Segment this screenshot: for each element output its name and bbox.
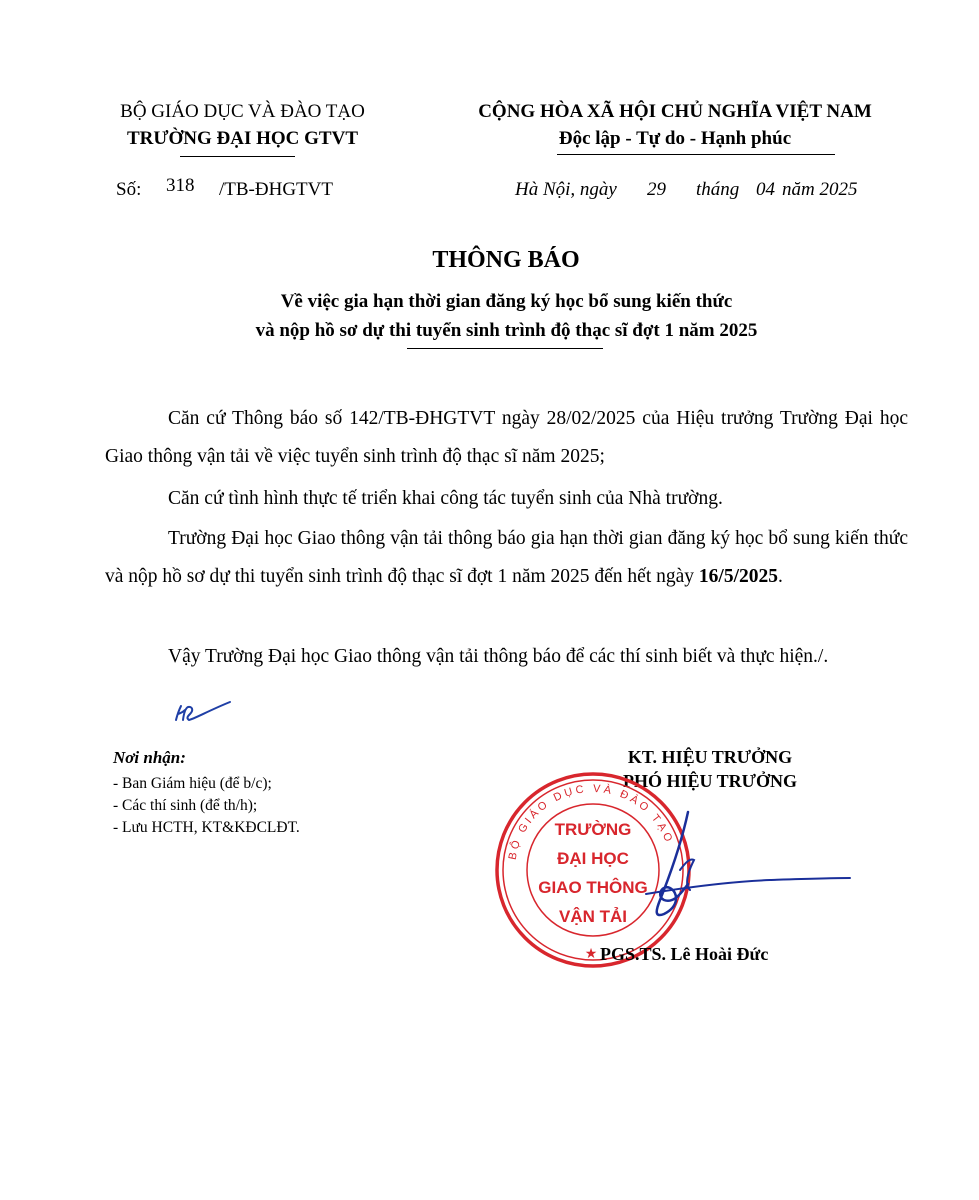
signature-role-1: KT. HIỆU TRƯỞNG bbox=[627, 747, 793, 767]
date-month: 04 bbox=[756, 179, 775, 200]
paragraph-basis-1: Căn cứ Thông báo số 142/TB-ĐHGTVT ngày 28/02/2025 của Hiệu trưởng Trường Đại học Giao thông vận tải về việc tuyển sinh trình độ thạc sĩ năm 2025; bbox=[105, 408, 908, 467]
motto-underline bbox=[557, 154, 835, 155]
paragraph-announcement bbox=[105, 520, 908, 596]
subtitle-underline bbox=[407, 348, 603, 349]
signer-name: PGS.TS. Lê Hoài Đức bbox=[600, 944, 769, 964]
seal-star-icon: ★ bbox=[584, 946, 598, 962]
document-number-suffix: /TB-ĐHGTVT bbox=[219, 179, 333, 200]
seal-line-3: GIAO THÔNG bbox=[538, 878, 648, 897]
announcement-end: . bbox=[778, 566, 783, 587]
seal-ring-text: BỘ GIÁO DỤC VÀ ĐÀO TẠO bbox=[506, 782, 676, 861]
date-day: 29 bbox=[647, 179, 666, 200]
announcement-text: Trường Đại học Giao thông vận tải thông báo gia hạn thời gian đăng ký học bổ sung kiến thức và nộp hồ sơ dự thi tuyển sinh trình độ thạc sĩ đợt 1 năm 2025 đến hết ngày bbox=[105, 528, 908, 587]
subtitle-line-1: Về việc gia hạn thời gian đăng ký học bổ sung kiến thức bbox=[280, 291, 733, 312]
document-number-prefix: Số: bbox=[116, 179, 142, 200]
national-motto: Độc lập - Tự do - Hạnh phúc bbox=[558, 128, 792, 149]
seal-line-4: VẬN TẢI bbox=[559, 907, 627, 926]
subtitle-line-2: và nộp hồ sơ dự thi tuyển sinh trình độ thạc sĩ đợt 1 năm 2025 bbox=[255, 320, 758, 341]
university-underline bbox=[180, 156, 295, 157]
university-name: TRƯỜNG ĐẠI HỌC GTVT bbox=[126, 128, 358, 149]
recipient-item-3: - Lưu HCTH, KT&KĐCLĐT. bbox=[113, 819, 300, 836]
paragraph-closing: Vậy Trường Đại học Giao thông vận tải thông báo để các thí sinh biết và thực hiện./. bbox=[168, 646, 829, 667]
place-date-label: Hà Nội, ngày bbox=[515, 179, 617, 200]
document-number: 318 bbox=[166, 175, 195, 196]
paragraph-basis-2: Căn cứ tình hình thực tế triển khai công tác tuyển sinh của Nhà trường. bbox=[168, 488, 723, 509]
seal-line-1: TRƯỜNG bbox=[554, 820, 632, 839]
recipient-item-2: - Các thí sinh (để th/h); bbox=[113, 797, 258, 814]
ministry-name: BỘ GIÁO DỤC VÀ ĐÀO TẠO bbox=[120, 101, 365, 122]
seal-line-2: ĐẠI HỌC bbox=[557, 849, 629, 868]
initials-mark-icon bbox=[172, 698, 234, 728]
republic-name: CỘNG HÒA XÃ HỘI CHỦ NGHĨA VIỆT NAM bbox=[478, 101, 872, 122]
handwritten-signature-icon bbox=[560, 800, 860, 960]
date-month-label: tháng bbox=[696, 179, 740, 200]
date-year: năm 2025 bbox=[782, 179, 858, 200]
document-title: THÔNG BÁO bbox=[432, 247, 580, 273]
signature-role-2: PHÓ HIỆU TRƯỞNG bbox=[622, 771, 797, 791]
recipient-item-1: - Ban Giám hiệu (để b/c); bbox=[113, 775, 272, 792]
recipients-title: Nơi nhận: bbox=[113, 748, 186, 767]
deadline-date: 16/5/2025 bbox=[698, 566, 779, 587]
